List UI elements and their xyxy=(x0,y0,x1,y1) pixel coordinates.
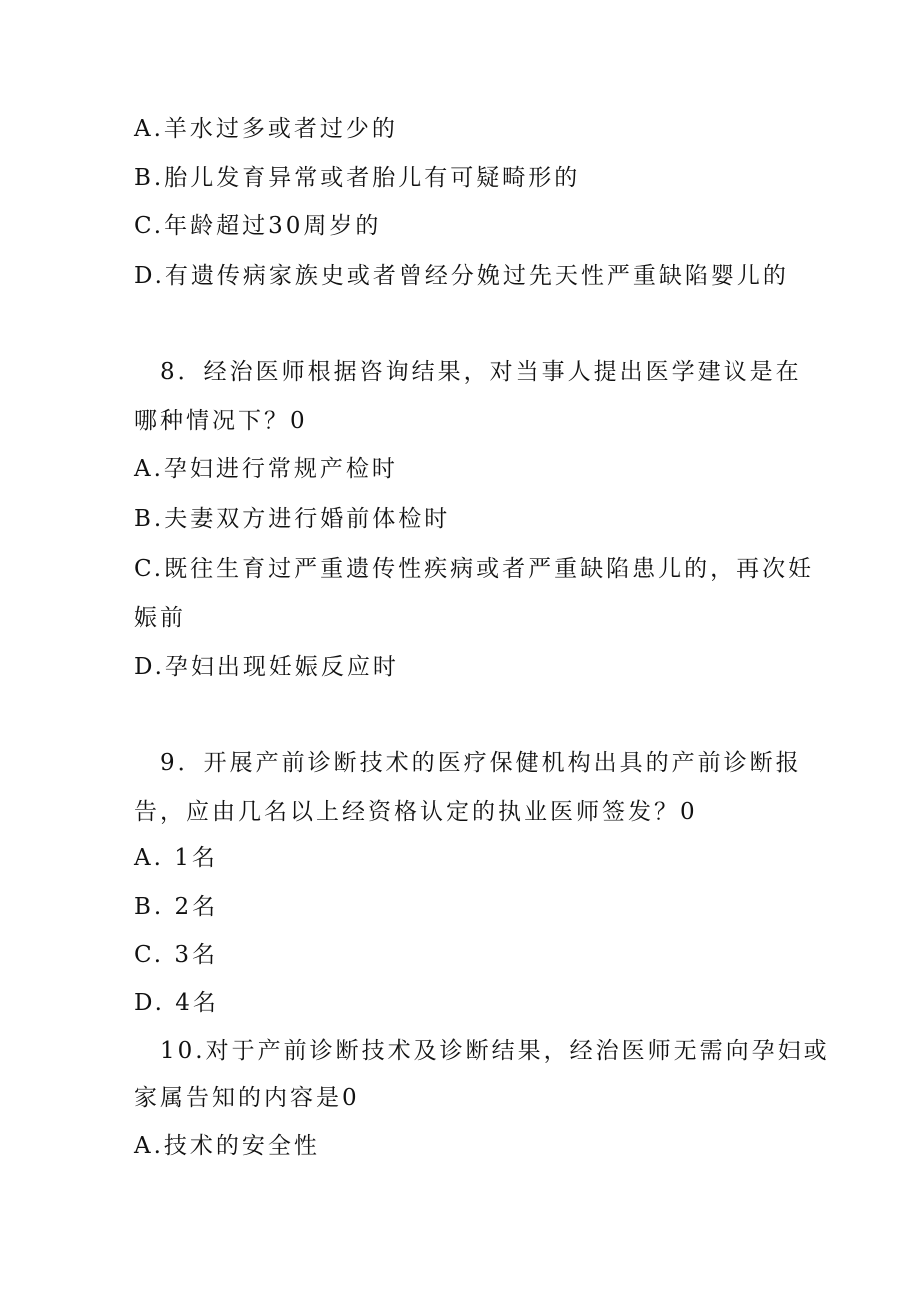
q7-option-a: A.羊水过多或者过少的 xyxy=(134,116,398,142)
q9-option-b: B. 2名 xyxy=(134,894,219,920)
q8-option-c-line2: 娠前 xyxy=(134,605,186,631)
q9-option-a: A. 1名 xyxy=(134,845,218,871)
q8-option-c-line1: C.既往生育过严重遗传性疾病或者严重缺陷患儿的，再次妊 xyxy=(134,556,815,582)
q7-option-c: C.年龄超过30周岁的 xyxy=(134,213,382,239)
q8-stem-line2: 哪种情况下？0 xyxy=(134,408,308,434)
q10-option-a: A.技术的安全性 xyxy=(134,1133,320,1159)
q9-stem-line1: 9．开展产前诊断技术的医疗保健机构出具的产前诊断报 xyxy=(160,750,802,776)
q10-stem-line2: 家属告知的内容是0 xyxy=(134,1085,360,1111)
q8-option-b: B.夫妻双方进行婚前体检时 xyxy=(134,506,451,532)
q7-option-b: B.胎儿发育异常或者胎儿有可疑畸形的 xyxy=(134,165,581,191)
q8-option-d: D.孕妇出现妊娠反应时 xyxy=(134,654,399,680)
q10-stem-line1: 10.对于产前诊断技术及诊断结果，经治医师无需向孕妇或 xyxy=(160,1038,830,1064)
q8-option-a: A.孕妇进行常规产检时 xyxy=(134,456,398,482)
q9-option-c: C. 3名 xyxy=(134,942,219,968)
q9-option-d: D. 4名 xyxy=(134,990,219,1016)
q9-stem-line2: 告，应由几名以上经资格认定的执业医师签发？0 xyxy=(134,799,698,825)
q8-stem-line1: 8．经治医师根据咨询结果，对当事人提出医学建议是在 xyxy=(160,359,802,385)
q7-option-d: D.有遗传病家族史或者曾经分娩过先天性严重缺陷婴儿的 xyxy=(134,263,789,289)
